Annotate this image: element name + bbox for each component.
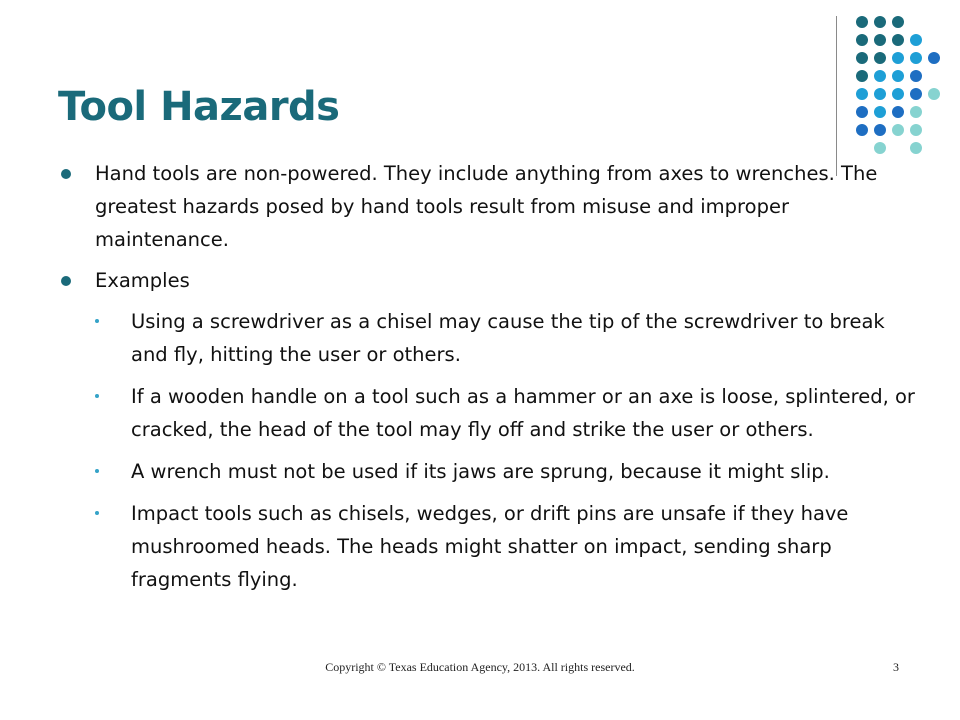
sub-bullet-item xyxy=(58,380,918,446)
decorative-dot xyxy=(856,52,868,64)
bullet-text: Hand tools are non-powered. They include anything from axes to wrenches. The greatest hazards posed by hand tools result from misuse and improper maintenance. xyxy=(95,162,878,251)
decorative-dot xyxy=(892,106,904,118)
sub-bullet-dot-icon xyxy=(95,511,99,515)
decorative-dot xyxy=(874,70,886,82)
decorative-dot xyxy=(910,70,922,82)
page-number: 3 xyxy=(893,660,899,674)
decorative-dot xyxy=(856,106,868,118)
decorative-dot xyxy=(856,70,868,82)
decorative-dot xyxy=(892,16,904,28)
slide-title: Tool Hazards xyxy=(58,84,340,130)
decorative-dot xyxy=(874,124,886,136)
bullet-dot-icon xyxy=(61,169,71,179)
copyright-footer: Copyright © Texas Education Agency, 2013. All rights reserved. xyxy=(325,660,635,674)
sub-bullet-item xyxy=(58,305,918,371)
bullet-dot-icon xyxy=(61,276,71,286)
sub-bullet-dot-icon xyxy=(95,319,99,323)
decorative-dot xyxy=(910,124,922,136)
decorative-dot xyxy=(910,34,922,46)
sub-bullet-text: A wrench must not be used if its jaws are sprung, because it might slip. xyxy=(131,460,830,483)
decorative-dot xyxy=(874,88,886,100)
decorative-divider xyxy=(836,16,837,176)
decorative-dot xyxy=(874,142,886,154)
sub-bullet-text: Impact tools such as chisels, wedges, or drift pins are unsafe if they have mushroomed heads. The heads might shatter on impact, sending sharp fragments flying. xyxy=(131,502,849,591)
decorative-dot xyxy=(910,88,922,100)
decorative-dot xyxy=(892,52,904,64)
sub-bullet-text: Using a screwdriver as a chisel may cause the tip of the screwdriver to break and fly, hitting the user or others. xyxy=(131,310,885,366)
decorative-dot xyxy=(910,52,922,64)
bullet-list xyxy=(58,157,918,605)
decorative-dot xyxy=(892,34,904,46)
decorative-dot xyxy=(856,34,868,46)
decorative-dot xyxy=(856,88,868,100)
decorative-dot xyxy=(928,88,940,100)
sub-bullet-dot-icon xyxy=(95,394,99,398)
decorative-dot xyxy=(874,34,886,46)
sub-bullet-dot-icon xyxy=(95,469,99,473)
decorative-dot xyxy=(910,142,922,154)
decorative-dot xyxy=(856,16,868,28)
decorative-dot xyxy=(874,52,886,64)
sub-bullet-item xyxy=(58,455,918,488)
decorative-dot xyxy=(874,106,886,118)
bullet-item xyxy=(58,157,918,256)
decorative-dot xyxy=(874,16,886,28)
decorative-dot xyxy=(892,88,904,100)
decorative-dot xyxy=(892,70,904,82)
decorative-dot xyxy=(856,124,868,136)
decorative-dot xyxy=(892,124,904,136)
bullet-item xyxy=(58,264,918,297)
bullet-text: Examples xyxy=(95,269,190,292)
sub-bullet-text: If a wooden handle on a tool such as a hammer or an axe is loose, splintered, or cracked, the head of the tool may fly off and strike the user or others. xyxy=(131,385,915,441)
decorative-dot xyxy=(910,106,922,118)
sub-bullet-item xyxy=(58,497,918,596)
decorative-dot xyxy=(928,52,940,64)
